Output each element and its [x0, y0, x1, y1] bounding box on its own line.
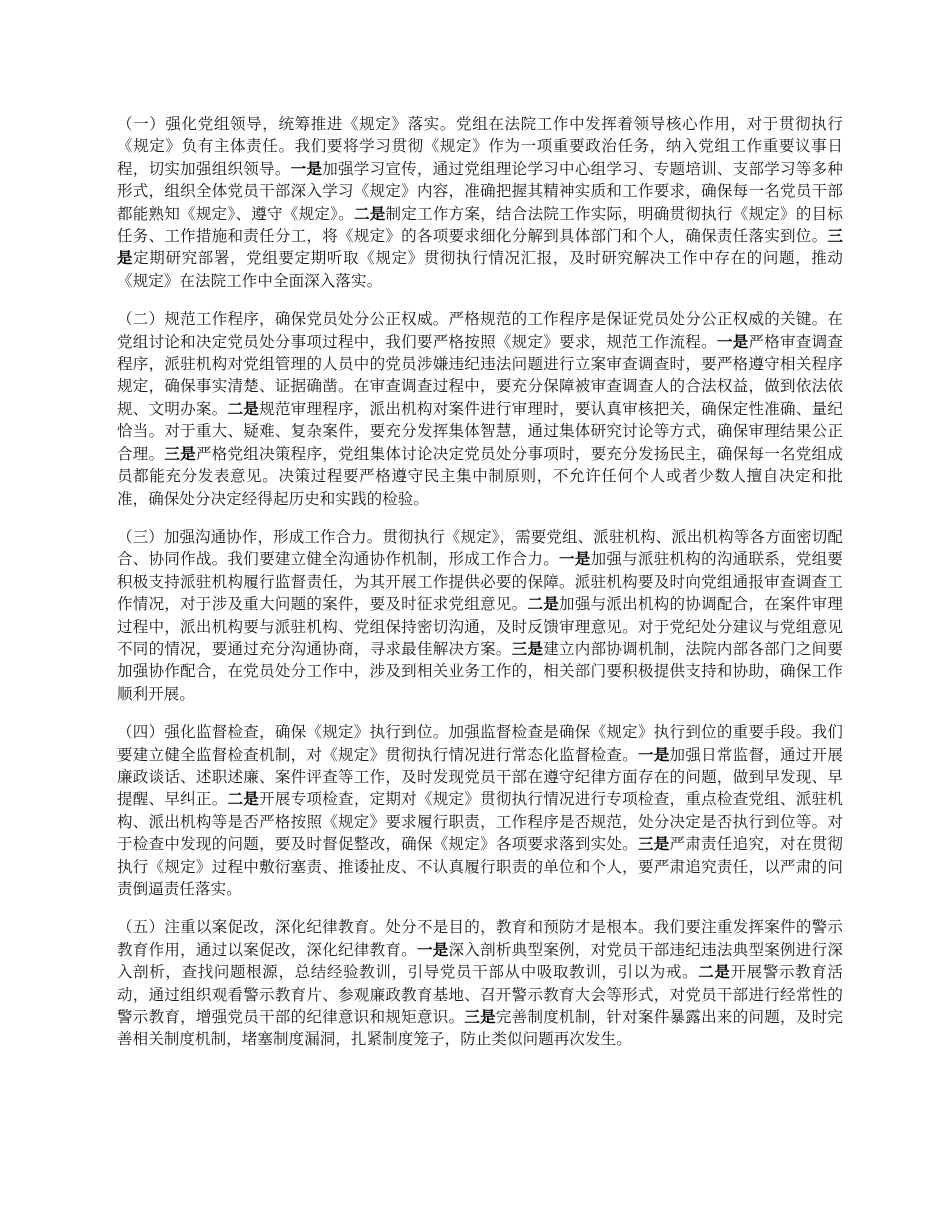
paragraph-5	[117, 916, 843, 1050]
document-body	[117, 113, 843, 1067]
ordinal-marker: 一是	[716, 331, 749, 351]
ordinal-marker: 一是	[559, 549, 591, 569]
ordinal-marker: 二是	[227, 398, 260, 418]
ordinal-marker: 二是	[227, 789, 260, 809]
paragraph-text: 加强日常监督，通过开展廉政谈话、述职述廉、案件评查等工作，及时发现党员干部在遵守纪律方面存在的问题，做到早发现、早提醒、早纠正。	[117, 745, 843, 809]
paragraph-text: （五）注重以案促改，深化纪律教育。处分不是目的，教育和预防才是根本。我们要注重发挥案件的警示教育作用，通过以案促改，深化纪律教育。	[117, 918, 843, 959]
paragraph-text: （一）强化党组领导，统筹推进《规定》落实。党组在法院工作中发挥着领导核心作用，对于贯彻执行《规定》负有主体责任。我们要将学习贯彻《规定》作为一项重要政治任务，纳入党组工作重要议事日程，切实加强组织领导。	[117, 115, 843, 178]
paragraph-text: 建立内部协调机制，法院内部各部门之间要加强协作配合，在党员处分工作中，涉及到相关业务工作的，相关部门要积极提供支持和协助，确保工作顺利开展。	[117, 639, 843, 703]
ordinal-marker: 一是	[416, 939, 449, 959]
paragraph-2	[117, 308, 843, 510]
paragraph-text: 完善制度机制，针对案件暴露出来的问题，及时完善相关制度机制，堵塞制度漏洞，扎紧制度笼子，防止类似问题再次发生。	[117, 1008, 844, 1049]
paragraph-1	[117, 113, 843, 292]
paragraph-text: （四）强化监督检查，确保《规定》执行到位。加强监督检查是确保《规定》执行到位的重要手段。我们要建立健全监督检查机制，对《规定》贯彻执行情况进行常态化监督检查。	[117, 723, 843, 764]
paragraph-text: （三）加强沟通协作，形成工作合力。贯彻执行《规定》，需要党组、派驻机构、派出机构等各方面密切配合、协同作战。我们要建立健全沟通协作机制，形成工作合力。	[117, 527, 843, 569]
ordinal-marker: 一是	[290, 158, 323, 178]
paragraph-text: 严肃责任追究，对在贯彻执行《规定》过程中敷衍塞责、推诿扯皮、不认真履行职责的单位和个人，要严肃追究责任，以严肃的问责倒逼责任落实。	[117, 835, 843, 898]
ordinal-marker: 三是	[511, 638, 544, 658]
ordinal-marker: 二是	[698, 962, 731, 982]
paragraph-text: 严格党组决策程序，党组集体讨论决定党员处分事项时，要充分发扬民主，确保每一名党组成员都能充分发表意见。决策过程要严格遵守民主集中制原则，不允许任何个人或者少数人擅自决定和批准，确保处分决定经得起历史和实践的检验。	[117, 444, 843, 508]
ordinal-marker: 二是	[353, 203, 386, 223]
paragraph-text: 制定工作方案，结合法院工作实际，明确贯彻执行《规定》的目标任务、工作措施和责任分工，将《规定》的各项要求细化分解到具体部门和个人，确保责任落实到位。	[117, 204, 843, 246]
paragraph-text: 开展专项检查，定期对《规定》贯彻执行情况进行专项检查，重点检查党组、派驻机构、派出机构等是否严格按照《规定》要求履行职责，工作程序是否规范，处分决定是否执行到位等。对于检查中发现的问题，要及时督促整改，确保《规定》各项要求落到实处。	[117, 790, 844, 854]
paragraph-text: 加强学习宣传，通过党组理论学习中心组学习、专题培训、支部学习等多种形式，组织全体党员干部深入学习《规定》内容，准确把握其精神实质和工作要求，确保每一名党员干部都能熟知《规定》、遵守《规定》。	[117, 159, 843, 223]
paragraph-text: 定期研究部署，党组要定期听取《规定》贯彻执行情况汇报，及时研究解决工作中存在的问题，推动《规定》在法院工作中全面深入落实。	[117, 249, 843, 290]
ordinal-marker: 二是	[527, 594, 560, 614]
ordinal-marker: 三是	[637, 834, 670, 854]
paragraph-3	[117, 526, 843, 705]
paragraph-text: 深入剖析典型案例，对党员干部违纪违法典型案例进行深入剖析，查找问题根源，总结经验教训，引导党员干部从中吸取教训，引以为戒。	[117, 940, 843, 982]
paragraph-text: 加强与派驻机构的沟通联系，党组要积极支持派驻机构履行监督责任，为其开展工作提供必要的保障。派驻机构要及时向党组通报审查调查工作情况，对于涉及重大问题的案件，要及时征求党组意见。	[117, 550, 843, 614]
paragraph-text: 严格审查调查程序，派驻机构对党组管理的人员中的党员涉嫌违纪违法问题进行立案审查调查时，要严格遵守相关程序规定，确保事实清楚、证据确凿。在审查调查过程中，要充分保障被审查调查人的合法权益，做到依法依规、文明办案。	[117, 332, 843, 418]
ordinal-marker: 三是	[117, 226, 843, 268]
paragraph-4	[117, 721, 843, 900]
ordinal-marker: 三是	[464, 1007, 496, 1027]
paragraph-text: 开展警示教育活动，通过组织观看警示教育片、参观廉政教育基地、召开警示教育大会等形式，对党员干部进行经常性的警示教育，增强党员干部的纪律意识和规矩意识。	[117, 963, 844, 1027]
ordinal-marker: 一是	[637, 744, 670, 764]
paragraph-text: 加强与派出机构的协调配合，在案件审理过程中，派出机构要与派驻机构、党组保持密切沟通，及时反馈审理意见。对于党纪处分建议与党组意见不同的情况，要通过充分沟通协商，寻求最佳解决方案。	[117, 595, 843, 658]
paragraph-text: 规范审理程序，派出机构对案件进行审理时，要认真审核把关，确保定性准确、量纪恰当。对于重大、疑难、复杂案件，要充分发挥集体智慧，通过集体研究讨论等方式，确保审理结果公正合理。	[117, 399, 844, 463]
paragraph-text: （二）规范工作程序，确保党员处分公正权威。严格规范的工作程序是保证党员处分公正权威的关键。在党组讨论和决定党员处分事项过程中，我们要严格按照《规定》要求，规范工作流程。	[117, 310, 843, 351]
ordinal-marker: 三是	[164, 443, 196, 463]
